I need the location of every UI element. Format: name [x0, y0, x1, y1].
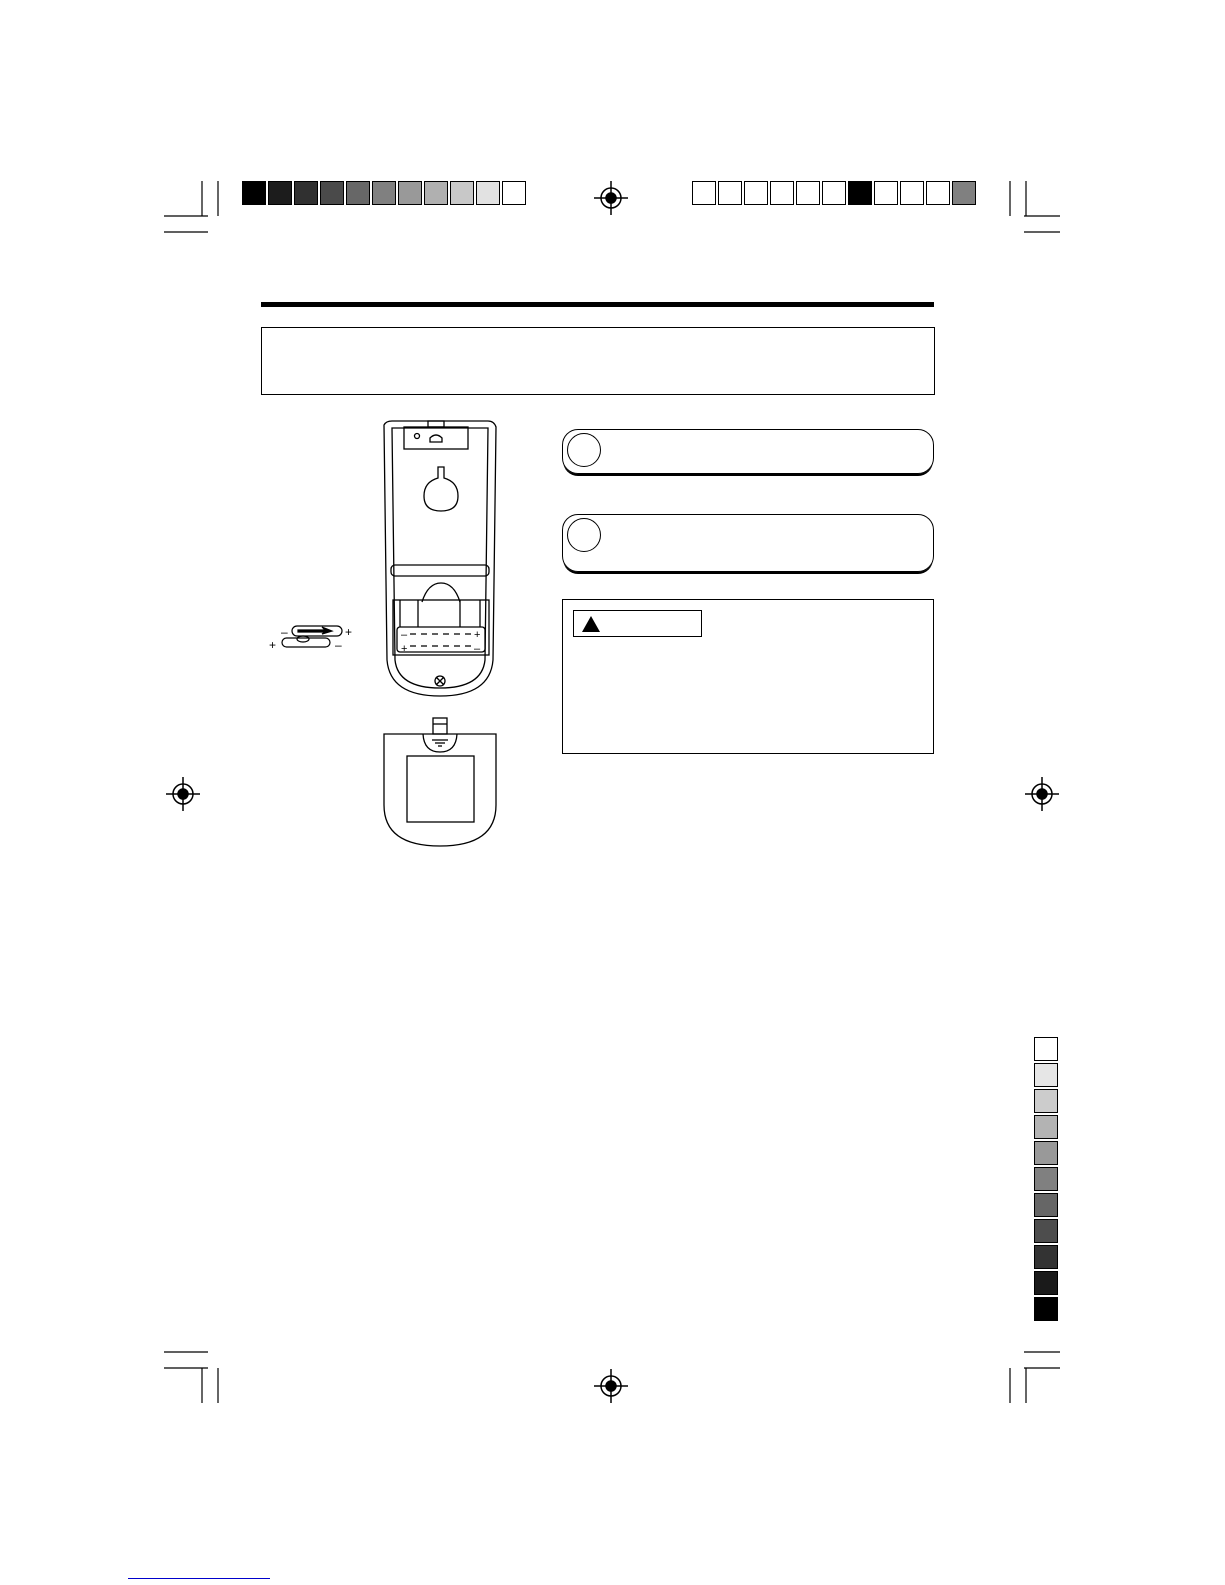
crosshair-target-icon	[594, 181, 628, 215]
batteries-illustration	[282, 626, 342, 647]
section-rule	[261, 302, 934, 307]
crosshair-target-icon	[594, 1369, 628, 1403]
polarity-compartment-bottom-left: +	[401, 643, 408, 655]
crosshair-target-icon	[166, 777, 200, 811]
polarity-bottom-minus: –	[335, 638, 342, 652]
crosshair-target-icon	[1025, 777, 1059, 811]
polarity-bottom-plus: +	[269, 638, 277, 652]
polarity-top-minus: –	[281, 625, 288, 639]
step-2-number	[567, 518, 601, 552]
step-1-number	[567, 433, 601, 467]
polarity-compartment-top-left: –	[401, 629, 408, 641]
footer-link-underline[interactable]	[128, 1578, 270, 1579]
battery-cover-illustration	[384, 718, 496, 846]
polarity-top-plus: +	[345, 625, 353, 639]
step-1-box	[562, 429, 934, 474]
polarity-compartment-top-right: +	[474, 629, 481, 641]
warning-triangle-icon	[582, 616, 600, 632]
caution-label	[573, 610, 702, 637]
remote-control-polarity-text	[401, 629, 481, 655]
caution-box	[562, 599, 934, 754]
polarity-compartment-bottom-right: –	[474, 643, 481, 655]
step-2-box	[562, 514, 934, 572]
section-header-box	[261, 327, 935, 395]
